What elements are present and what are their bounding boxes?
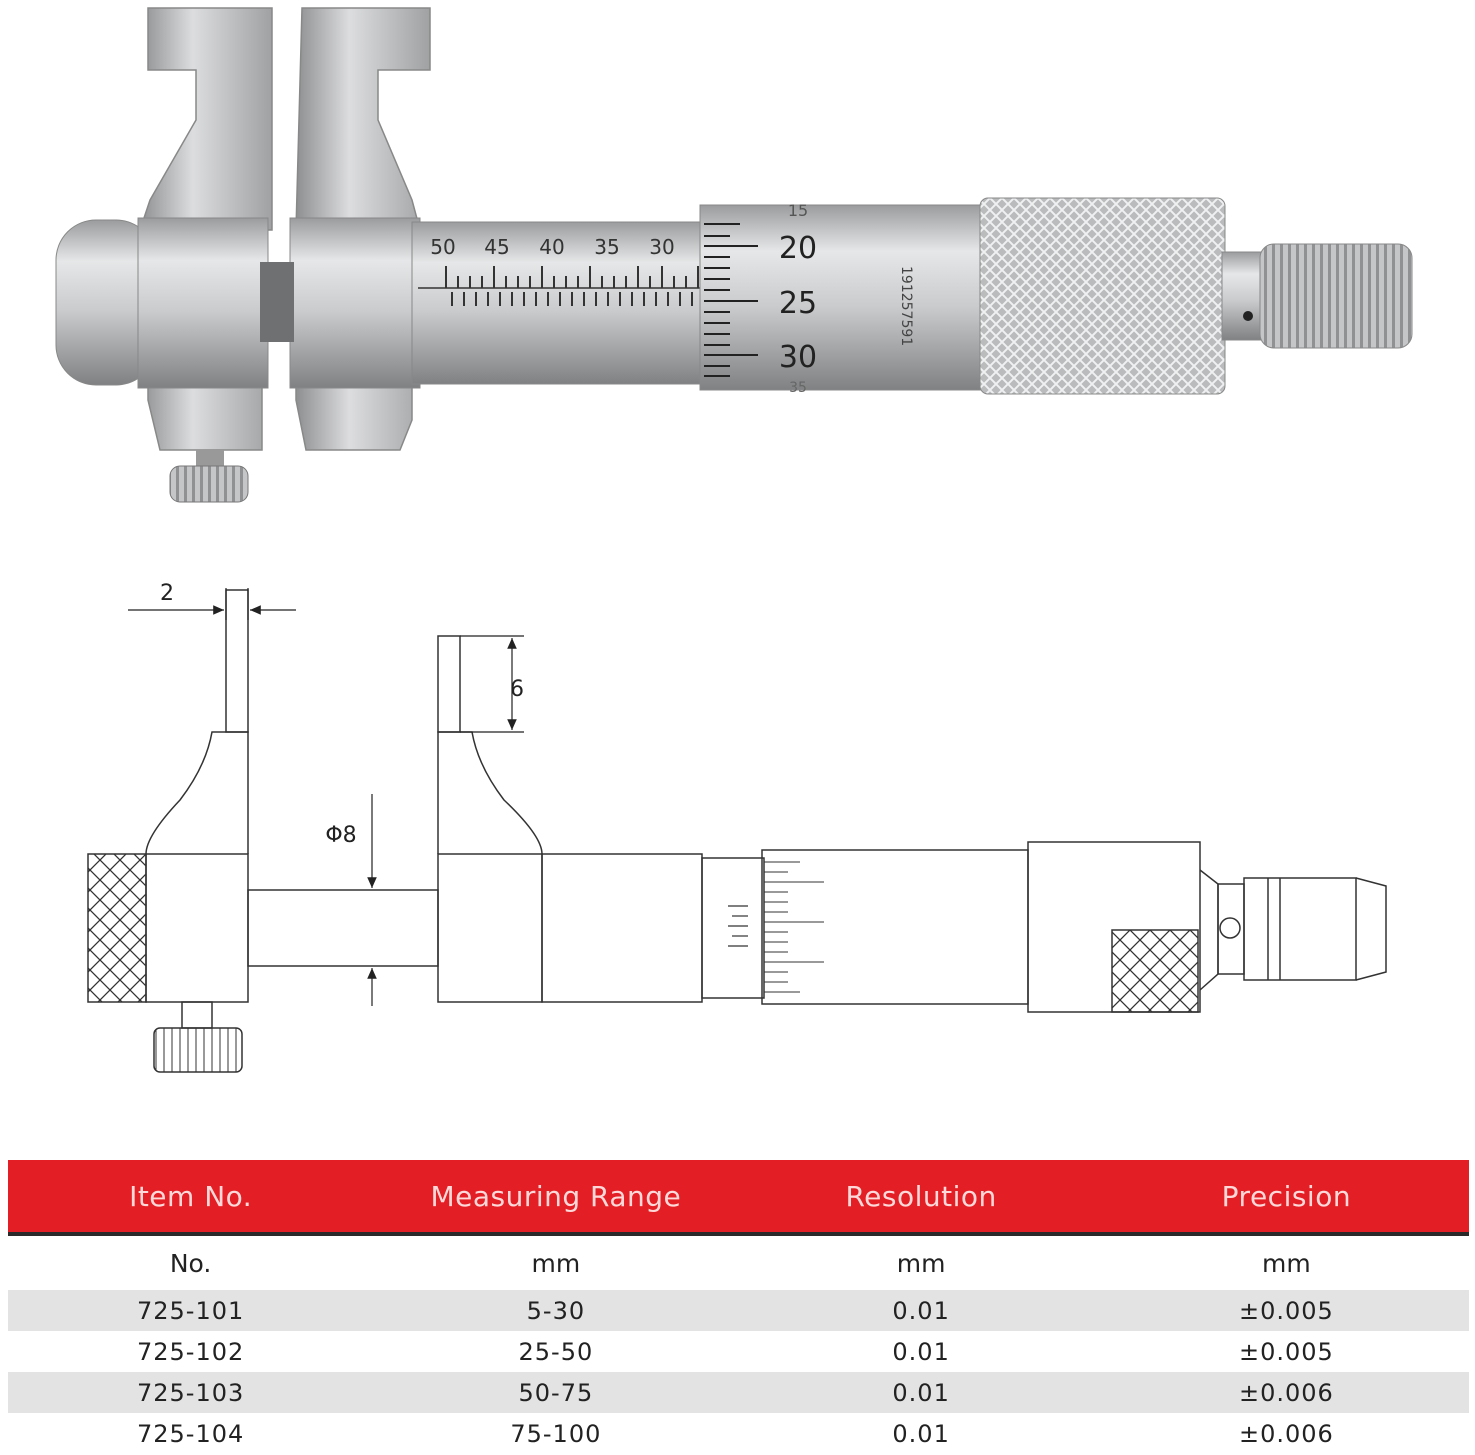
cell-item-no: 725-104 — [8, 1413, 373, 1454]
cell-resolution: 0.01 — [739, 1372, 1104, 1413]
photo-thimble-label-25: 25 — [778, 286, 818, 321]
spec-table-header-row — [8, 1160, 1469, 1234]
spec-table-units-row — [8, 1234, 1469, 1290]
photo-thimble-label-35: 35 — [789, 380, 807, 396]
unit-item-no: No. — [8, 1234, 373, 1290]
header-measuring-range: Measuring Range — [373, 1160, 738, 1234]
photo-sleeve-label-50: 50 — [430, 235, 456, 259]
cell-item-no: 725-103 — [8, 1372, 373, 1413]
cell-measuring-range: 5-30 — [373, 1290, 738, 1331]
table-row — [8, 1413, 1469, 1454]
cell-resolution: 0.01 — [739, 1413, 1104, 1454]
header-item-no: Item No. — [8, 1160, 373, 1234]
unit-resolution: mm — [739, 1234, 1104, 1290]
drawing-end-cap — [88, 854, 146, 1002]
cell-measuring-range: 50-75 — [373, 1372, 738, 1413]
dimension-shaft-diameter: Φ8 — [325, 823, 357, 848]
photo-ratchet — [1260, 244, 1412, 348]
photo-thimble-label-15: 15 — [787, 201, 809, 220]
drawing-sleeve — [542, 854, 702, 1002]
drawing-lock-screw — [154, 1028, 242, 1072]
photo-sleeve-label-40: 40 — [539, 235, 565, 259]
cell-measuring-range: 25-50 — [373, 1331, 738, 1372]
cell-precision: ±0.005 — [1104, 1290, 1469, 1331]
table-row — [8, 1331, 1469, 1372]
table-row — [8, 1290, 1469, 1331]
header-precision: Precision — [1104, 1160, 1469, 1234]
header-resolution: Resolution — [739, 1160, 1104, 1234]
drawing-ratchet — [1244, 878, 1356, 980]
drawing-thimble — [762, 850, 1028, 1004]
photo-thimble-label-20: 20 — [778, 231, 818, 266]
photo-sleeve-label-30: 30 — [649, 235, 675, 259]
photo-sleeve-label-35: 35 — [594, 235, 620, 259]
drawing-shaft — [248, 890, 438, 966]
photo-serial-number: 191257591 — [898, 266, 914, 347]
drawing-right-jaw — [438, 732, 542, 854]
cell-precision: ±0.005 — [1104, 1331, 1469, 1372]
photo-knurled-grip — [980, 198, 1225, 394]
product-photo — [0, 0, 1475, 540]
photo-lock-screw — [170, 466, 248, 502]
unit-measuring-range: mm — [373, 1234, 738, 1290]
drawing-left-jaw — [146, 732, 248, 854]
cell-measuring-range: 75-100 — [373, 1413, 738, 1454]
cell-resolution: 0.01 — [739, 1331, 1104, 1372]
dimension-jaw-height: 6 — [510, 677, 524, 702]
unit-precision: mm — [1104, 1234, 1469, 1290]
dimension-jaw-width: 2 — [160, 581, 174, 606]
cell-item-no: 725-102 — [8, 1331, 373, 1372]
cell-item-no: 725-101 — [8, 1290, 373, 1331]
technical-drawing — [0, 560, 1475, 1100]
table-row — [8, 1372, 1469, 1413]
photo-thimble-label-30: 30 — [778, 340, 818, 375]
cell-resolution: 0.01 — [739, 1290, 1104, 1331]
cell-precision: ±0.006 — [1104, 1372, 1469, 1413]
cell-precision: ±0.006 — [1104, 1413, 1469, 1454]
photo-sleeve-label-45: 45 — [484, 235, 510, 259]
photo-thimble — [700, 205, 990, 390]
spec-table — [8, 1160, 1469, 1454]
